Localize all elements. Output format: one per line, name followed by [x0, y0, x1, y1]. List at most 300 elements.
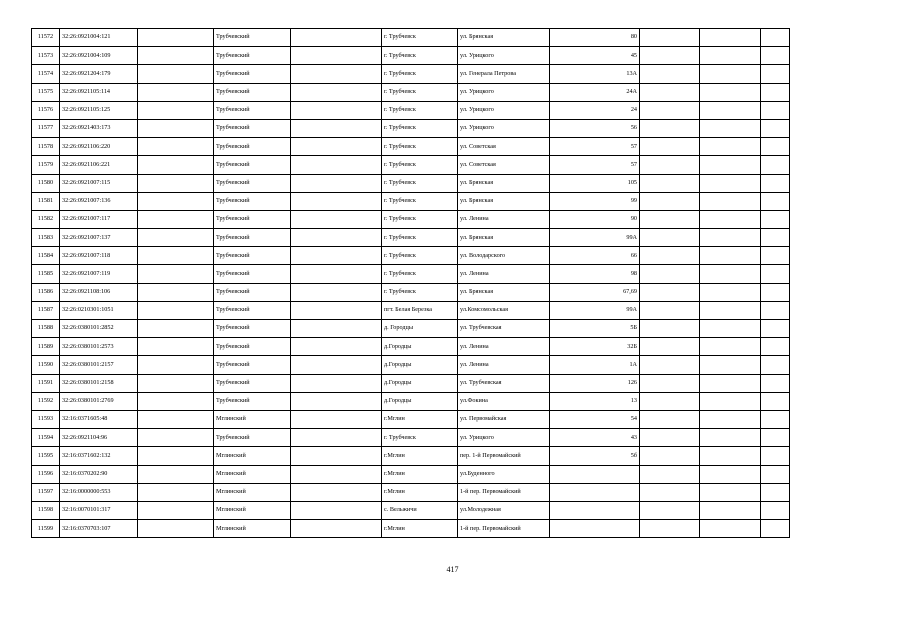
cell-settlement: г.Мглин: [382, 410, 458, 428]
cell-street: ул. Ленина: [458, 265, 550, 283]
cell-record-number: 11589: [32, 338, 60, 356]
cell-record-number: 11576: [32, 101, 60, 119]
cell-empty: [291, 174, 382, 192]
cell-street: 1-й пер. Первомайский: [458, 520, 550, 538]
cell-district: Трубчевский: [214, 101, 291, 119]
cell-empty: [138, 101, 214, 119]
cell-empty: [640, 65, 700, 83]
cell-district: Трубчевский: [214, 392, 291, 410]
cell-empty: [291, 83, 382, 101]
cell-empty: [700, 465, 761, 483]
cell-record-number: 11592: [32, 392, 60, 410]
cell-settlement: г.Мглин: [382, 520, 458, 538]
table-row: [32, 410, 790, 428]
table-row: [32, 83, 790, 101]
cell-house: 54: [550, 410, 640, 428]
cell-empty: [700, 119, 761, 137]
cell-house: 57: [550, 138, 640, 156]
cell-record-number: 11594: [32, 429, 60, 447]
cell-empty: [138, 410, 214, 428]
cell-district: Трубчевский: [214, 192, 291, 210]
cell-cadastral-number: 32:16:0070101:317: [60, 501, 138, 519]
cell-settlement: г. Трубчевск: [382, 229, 458, 247]
cell-house: 5Б: [550, 320, 640, 338]
cell-street: ул. Трубчевская: [458, 374, 550, 392]
cell-empty: [761, 265, 790, 283]
cell-settlement: г. Трубчевск: [382, 47, 458, 65]
cell-empty: [138, 301, 214, 319]
cell-empty: [640, 119, 700, 137]
cell-cadastral-number: 32:26:0921104:96: [60, 429, 138, 447]
table-row: [32, 101, 790, 119]
cell-district: Трубчевский: [214, 210, 291, 228]
cell-district: Трубчевский: [214, 156, 291, 174]
cell-empty: [761, 101, 790, 119]
cell-street: 1-й пер. Первомайский: [458, 483, 550, 501]
table-row: [32, 320, 790, 338]
cell-house: 5б: [550, 447, 640, 465]
cell-empty: [700, 410, 761, 428]
cell-house: 99А: [550, 229, 640, 247]
cell-cadastral-number: 32:26:0380101:2158: [60, 374, 138, 392]
cell-cadastral-number: 32:16:0371605:48: [60, 410, 138, 428]
cell-empty: [138, 29, 214, 47]
cell-empty: [761, 356, 790, 374]
cell-empty: [640, 338, 700, 356]
cell-empty: [700, 174, 761, 192]
cell-settlement: г. Трубчевск: [382, 101, 458, 119]
cell-settlement: пгт. Белая Березка: [382, 301, 458, 319]
cell-street: ул. Брянская: [458, 283, 550, 301]
cell-record-number: 11595: [32, 447, 60, 465]
cell-district: Трубчевский: [214, 229, 291, 247]
cell-record-number: 11574: [32, 65, 60, 83]
cell-empty: [138, 283, 214, 301]
cell-record-number: 11580: [32, 174, 60, 192]
cell-record-number: 11585: [32, 265, 60, 283]
cell-street: ул. Володарского: [458, 247, 550, 265]
cell-empty: [640, 520, 700, 538]
cell-cadastral-number: 32:16:0370703:107: [60, 520, 138, 538]
cell-empty: [640, 156, 700, 174]
cell-empty: [138, 174, 214, 192]
cell-empty: [761, 410, 790, 428]
cell-empty: [761, 520, 790, 538]
cell-empty: [291, 156, 382, 174]
cell-empty: [138, 83, 214, 101]
cell-empty: [700, 374, 761, 392]
cell-empty: [138, 356, 214, 374]
cell-district: Трубчевский: [214, 47, 291, 65]
cell-cadastral-number: 32:26:0921403:173: [60, 119, 138, 137]
cell-empty: [291, 192, 382, 210]
cell-empty: [138, 374, 214, 392]
cell-settlement: д.Городцы: [382, 392, 458, 410]
cell-district: Трубчевский: [214, 29, 291, 47]
cell-empty: [291, 65, 382, 83]
table-row: [32, 374, 790, 392]
cell-street: ул.Фокина: [458, 392, 550, 410]
cell-empty: [138, 156, 214, 174]
cell-cadastral-number: 32:26:0921007:119: [60, 265, 138, 283]
cell-street: ул. Генерала Петрова: [458, 65, 550, 83]
cell-district: Мглинский: [214, 520, 291, 538]
cell-empty: [700, 447, 761, 465]
cell-house: 90: [550, 210, 640, 228]
cell-empty: [640, 265, 700, 283]
cell-empty: [138, 465, 214, 483]
cell-empty: [640, 410, 700, 428]
cell-empty: [700, 29, 761, 47]
cell-street: ул. Трубчевская: [458, 320, 550, 338]
cell-settlement: г.Мглин: [382, 483, 458, 501]
cell-empty: [291, 29, 382, 47]
cell-empty: [138, 265, 214, 283]
cell-house: 45: [550, 47, 640, 65]
cell-house: 24: [550, 101, 640, 119]
cell-district: Трубчевский: [214, 247, 291, 265]
cell-district: Трубчевский: [214, 356, 291, 374]
cell-settlement: г. Трубчевск: [382, 283, 458, 301]
cell-cadastral-number: 32:26:0921106:220: [60, 138, 138, 156]
cell-empty: [700, 65, 761, 83]
cell-empty: [761, 374, 790, 392]
cell-district: Трубчевский: [214, 119, 291, 137]
cell-empty: [138, 483, 214, 501]
cell-empty: [761, 283, 790, 301]
cell-empty: [291, 320, 382, 338]
cell-empty: [640, 247, 700, 265]
cell-empty: [640, 83, 700, 101]
cell-empty: [640, 174, 700, 192]
cell-empty: [291, 338, 382, 356]
cell-house: [550, 520, 640, 538]
cell-settlement: г.Мглин: [382, 447, 458, 465]
cell-settlement: г. Трубчевск: [382, 83, 458, 101]
table-row: [32, 501, 790, 519]
cell-empty: [291, 410, 382, 428]
table-row: [32, 520, 790, 538]
cell-district: Мглинский: [214, 483, 291, 501]
cell-empty: [291, 465, 382, 483]
cell-house: 80: [550, 29, 640, 47]
cell-empty: [761, 465, 790, 483]
cell-empty: [700, 138, 761, 156]
cell-cadastral-number: 32:26:0921007:117: [60, 210, 138, 228]
cell-record-number: 11572: [32, 29, 60, 47]
cell-street: ул. Урицкого: [458, 47, 550, 65]
cell-street: ул. Урицкого: [458, 83, 550, 101]
cell-cadastral-number: 32:26:0921108:106: [60, 283, 138, 301]
cell-empty: [700, 520, 761, 538]
cell-empty: [761, 83, 790, 101]
cell-empty: [700, 47, 761, 65]
cell-settlement: г. Трубчевск: [382, 192, 458, 210]
table-row: [32, 65, 790, 83]
cell-cadastral-number: 32:26:0921007:137: [60, 229, 138, 247]
cell-cadastral-number: 32:26:0921007:118: [60, 247, 138, 265]
cell-empty: [761, 29, 790, 47]
cell-empty: [291, 483, 382, 501]
table-row: [32, 338, 790, 356]
table-row: [32, 392, 790, 410]
cell-house: 56: [550, 119, 640, 137]
cell-empty: [761, 119, 790, 137]
cell-empty: [640, 101, 700, 119]
cell-cadastral-number: 32:26:0380101:2769: [60, 392, 138, 410]
cell-empty: [761, 156, 790, 174]
cell-empty: [700, 229, 761, 247]
cell-street: ул. Брянская: [458, 229, 550, 247]
table-row: [32, 447, 790, 465]
cell-empty: [640, 301, 700, 319]
cell-cadastral-number: 32:26:0921004:109: [60, 47, 138, 65]
cell-settlement: г. Трубчевск: [382, 174, 458, 192]
cell-house: [550, 483, 640, 501]
cell-empty: [761, 229, 790, 247]
cell-empty: [761, 447, 790, 465]
cell-record-number: 11586: [32, 283, 60, 301]
cell-empty: [640, 374, 700, 392]
cell-empty: [700, 356, 761, 374]
cell-district: Трубчевский: [214, 374, 291, 392]
cell-empty: [640, 447, 700, 465]
cell-empty: [761, 174, 790, 192]
cell-house: 126: [550, 374, 640, 392]
cell-district: Трубчевский: [214, 174, 291, 192]
cell-empty: [761, 210, 790, 228]
cell-street: пер. 1-й Первомайский: [458, 447, 550, 465]
cell-empty: [138, 119, 214, 137]
table-row: [32, 356, 790, 374]
cell-empty: [640, 29, 700, 47]
cell-empty: [291, 210, 382, 228]
table-row: [32, 210, 790, 228]
cell-empty: [700, 192, 761, 210]
cell-empty: [138, 338, 214, 356]
table-row: [32, 283, 790, 301]
cell-empty: [640, 356, 700, 374]
table-row: [32, 483, 790, 501]
cell-empty: [761, 429, 790, 447]
cell-empty: [761, 338, 790, 356]
cell-empty: [291, 283, 382, 301]
cell-empty: [700, 101, 761, 119]
cell-cadastral-number: 32:26:0921007:136: [60, 192, 138, 210]
cell-empty: [640, 483, 700, 501]
cell-empty: [138, 429, 214, 447]
cell-empty: [291, 119, 382, 137]
cell-empty: [640, 192, 700, 210]
cell-settlement: д.Городцы: [382, 374, 458, 392]
page-number: 417: [446, 565, 459, 574]
cell-empty: [700, 320, 761, 338]
cell-street: ул.Комсомольская: [458, 301, 550, 319]
cell-district: Трубчевский: [214, 138, 291, 156]
cell-empty: [291, 101, 382, 119]
cell-empty: [761, 247, 790, 265]
cell-settlement: д.Городцы: [382, 356, 458, 374]
table-row: [32, 465, 790, 483]
cell-empty: [761, 483, 790, 501]
cell-cadastral-number: 32:16:0371602:132: [60, 447, 138, 465]
cell-cadastral-number: 32:26:0921204:179: [60, 65, 138, 83]
cell-empty: [700, 429, 761, 447]
cell-record-number: 11591: [32, 374, 60, 392]
cell-house: 105: [550, 174, 640, 192]
cell-empty: [761, 320, 790, 338]
cell-empty: [700, 338, 761, 356]
cell-record-number: 11573: [32, 47, 60, 65]
cell-cadastral-number: 32:26:0380101:2573: [60, 338, 138, 356]
cell-settlement: с. Вельжичи: [382, 501, 458, 519]
cell-empty: [640, 47, 700, 65]
cell-record-number: 11598: [32, 501, 60, 519]
cell-empty: [291, 356, 382, 374]
cell-record-number: 11587: [32, 301, 60, 319]
cell-record-number: 11575: [32, 83, 60, 101]
cell-settlement: г. Трубчевск: [382, 429, 458, 447]
cell-record-number: 11593: [32, 410, 60, 428]
cell-empty: [138, 210, 214, 228]
cell-settlement: г.Мглин: [382, 465, 458, 483]
cell-cadastral-number: 32:26:0921106:221: [60, 156, 138, 174]
cell-cadastral-number: 32:26:0921105:114: [60, 83, 138, 101]
table-row: [32, 29, 790, 47]
cell-empty: [700, 483, 761, 501]
cell-empty: [291, 247, 382, 265]
cell-house: 66: [550, 247, 640, 265]
cell-house: [550, 501, 640, 519]
cell-record-number: 11599: [32, 520, 60, 538]
cell-house: 1А: [550, 356, 640, 374]
cell-empty: [700, 501, 761, 519]
cell-empty: [700, 156, 761, 174]
cell-empty: [138, 192, 214, 210]
cell-settlement: г. Трубчевск: [382, 247, 458, 265]
table-row: [32, 229, 790, 247]
cell-street: ул. Урицкого: [458, 429, 550, 447]
cell-empty: [138, 47, 214, 65]
register-table: [31, 28, 790, 538]
cell-settlement: г. Трубчевск: [382, 210, 458, 228]
table-row: [32, 156, 790, 174]
cell-empty: [761, 301, 790, 319]
cell-house: 99: [550, 192, 640, 210]
cell-empty: [291, 447, 382, 465]
cell-house: 57: [550, 156, 640, 174]
cell-house: 13А: [550, 65, 640, 83]
cell-settlement: г. Трубчевск: [382, 65, 458, 83]
cell-empty: [291, 138, 382, 156]
cell-empty: [291, 520, 382, 538]
cell-settlement: г. Трубчевск: [382, 29, 458, 47]
cell-record-number: 11590: [32, 356, 60, 374]
cell-cadastral-number: 32:26:0210301:1051: [60, 301, 138, 319]
cell-settlement: д. Городцы: [382, 320, 458, 338]
cell-district: Мглинский: [214, 465, 291, 483]
cell-street: ул.Молодежная: [458, 501, 550, 519]
table-row: [32, 429, 790, 447]
cell-empty: [700, 210, 761, 228]
cell-cadastral-number: 32:26:0921105:125: [60, 101, 138, 119]
cell-settlement: г. Трубчевск: [382, 138, 458, 156]
cell-empty: [138, 501, 214, 519]
cell-empty: [640, 210, 700, 228]
cell-empty: [761, 47, 790, 65]
cell-empty: [640, 229, 700, 247]
cell-cadastral-number: 32:26:0380101:2852: [60, 320, 138, 338]
cell-house: 43: [550, 429, 640, 447]
cell-record-number: 11582: [32, 210, 60, 228]
cell-district: Трубчевский: [214, 283, 291, 301]
cell-empty: [761, 392, 790, 410]
cell-cadastral-number: 32:26:0380101:2157: [60, 356, 138, 374]
table-row: [32, 247, 790, 265]
cell-street: ул. Советская: [458, 156, 550, 174]
cell-empty: [291, 229, 382, 247]
cell-record-number: 11588: [32, 320, 60, 338]
cell-district: Мглинский: [214, 410, 291, 428]
cell-empty: [291, 301, 382, 319]
cell-empty: [291, 47, 382, 65]
cell-cadastral-number: 32:26:0921007:115: [60, 174, 138, 192]
cell-district: Трубчевский: [214, 301, 291, 319]
cell-empty: [138, 392, 214, 410]
table-row: [32, 192, 790, 210]
cell-empty: [138, 520, 214, 538]
cell-settlement: г. Трубчевск: [382, 119, 458, 137]
cell-street: ул. Ленина: [458, 210, 550, 228]
cell-house: 99А: [550, 301, 640, 319]
cell-house: [550, 465, 640, 483]
cell-empty: [700, 265, 761, 283]
cell-empty: [640, 429, 700, 447]
cell-empty: [138, 138, 214, 156]
cell-settlement: г. Трубчевск: [382, 265, 458, 283]
cell-record-number: 11597: [32, 483, 60, 501]
cell-empty: [640, 392, 700, 410]
cell-district: Трубчевский: [214, 265, 291, 283]
cell-district: Мглинский: [214, 447, 291, 465]
cell-street: ул.Буденного: [458, 465, 550, 483]
cell-empty: [640, 320, 700, 338]
cell-empty: [138, 447, 214, 465]
cell-empty: [700, 83, 761, 101]
cell-district: Трубчевский: [214, 429, 291, 447]
cell-house: 98: [550, 265, 640, 283]
cell-empty: [700, 283, 761, 301]
cell-district: Трубчевский: [214, 338, 291, 356]
table-row: [32, 119, 790, 137]
table-row: [32, 174, 790, 192]
cell-district: Мглинский: [214, 501, 291, 519]
cell-cadastral-number: 32:16:0000000:553: [60, 483, 138, 501]
cell-empty: [761, 501, 790, 519]
cell-street: ул. Брянская: [458, 29, 550, 47]
cell-house: 13: [550, 392, 640, 410]
cell-house: 67,69: [550, 283, 640, 301]
cell-empty: [700, 392, 761, 410]
cell-empty: [640, 501, 700, 519]
cell-empty: [700, 301, 761, 319]
register-table-body: [32, 29, 790, 538]
cell-record-number: 11596: [32, 465, 60, 483]
cell-record-number: 11583: [32, 229, 60, 247]
cell-street: ул. Брянская: [458, 192, 550, 210]
cell-street: ул. Первомайская: [458, 410, 550, 428]
cell-settlement: д.Городцы: [382, 338, 458, 356]
